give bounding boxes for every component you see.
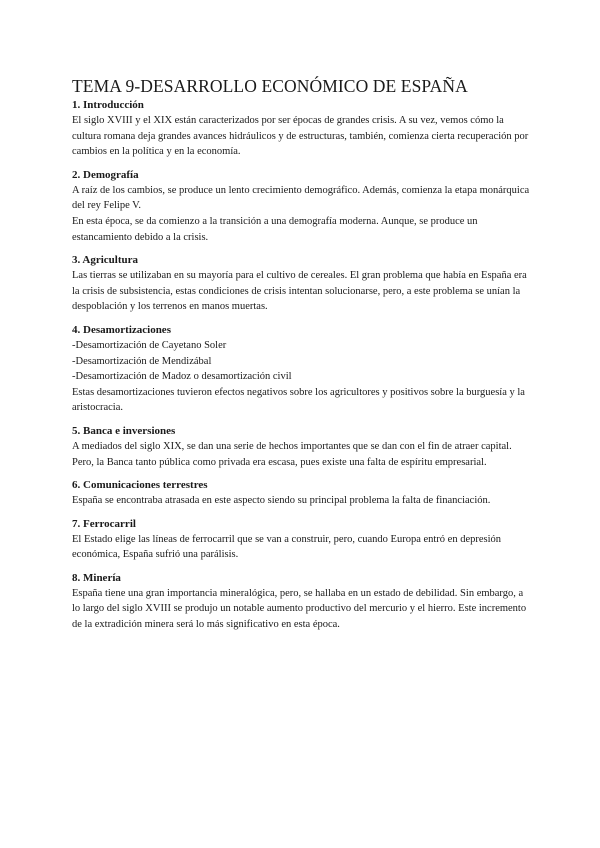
section-heading: 1. Introducción bbox=[72, 99, 144, 111]
section-agricultura bbox=[72, 253, 532, 315]
paragraph: España se encontraba atrasada en este aspecto siendo su principal problema la falta de financiación. bbox=[72, 495, 491, 507]
section-ferrocarril bbox=[72, 517, 532, 563]
section-heading: 2. Demografía bbox=[72, 168, 139, 181]
list-item: -Desamortización de Madoz o desamortización civil bbox=[72, 371, 292, 383]
paragraph: España tiene una gran importancia mineralógica, pero, se hallaba en un estado de debilidad. Sin embargo, a lo largo del siglo XVIII se produjo un notable aumento productivo del mercurio y el hierro. Este incremento de la extradición minera será lo más significativo en esta época. bbox=[72, 587, 527, 631]
paragraph: El siglo XVIII y el XIX están caracterizados por ser épocas de grandes crisis. A su vez, vemos cómo la cultura romana deja grandes avances hidráulicos y de estructuras, también, comienza cierta recuperación por cambios en la política y en la economía. bbox=[72, 115, 529, 158]
paragraph: En esta época, se da comienzo a la transición a una demografía moderna. Aunque, se produce un estancamiento debido a la crisis. bbox=[72, 215, 478, 243]
section-heading: 3. Agricultura bbox=[72, 254, 138, 267]
section-mineria bbox=[72, 571, 532, 633]
section-heading: 4. Desamortizaciones bbox=[72, 323, 171, 336]
paragraph: Estas desamortizaciones tuvieron efectos negativos sobre los agricultores y positivos sobre la burguesía y la aristocracia. bbox=[72, 386, 525, 414]
section-demografia bbox=[72, 168, 532, 245]
paragraph: A mediados del siglo XIX, se dan una serie de hechos importantes que se dan con el fin de atraer capital. Pero, la Banca tanto pública como privada era escasa, pues existe una falta de espíritu empresarial. bbox=[72, 440, 512, 468]
list-item: -Desamortización de Mendizábal bbox=[72, 355, 212, 367]
document-page bbox=[72, 76, 532, 641]
section-heading: 8. Minería bbox=[72, 571, 121, 584]
section-banca bbox=[72, 424, 532, 470]
document-title: TEMA 9-DESARROLLO ECONÓMICO DE ESPAÑA bbox=[72, 76, 468, 96]
section-desamortizaciones bbox=[72, 323, 532, 416]
section-introduccion bbox=[72, 98, 532, 160]
section-heading: 6. Comunicaciones terrestres bbox=[72, 479, 208, 492]
paragraph: Las tierras se utilizaban en su mayoría para el cultivo de cereales. El gran problema que había en España era la crisis de subsistencia, estas condiciones de crisis intentan solucionarse, pero, a este problema se unían la despoblación y los terrenos en manos muertas. bbox=[72, 270, 527, 313]
list-item: -Desamortización de Cayetano Soler bbox=[72, 339, 227, 351]
paragraph: A raíz de los cambios, se produce un lento crecimiento demográfico. Además, comienza la etapa monárquica del rey Felipe V. bbox=[72, 184, 530, 212]
paragraph: El Estado elige las líneas de ferrocarril que se van a construir, pero, cuando Europa entró en depresión económica, España sufrió una parálisis. bbox=[72, 533, 502, 561]
section-heading: 7. Ferrocarril bbox=[72, 517, 136, 530]
section-comunicaciones bbox=[72, 478, 532, 509]
section-heading: 5. Banca e inversiones bbox=[72, 424, 176, 437]
